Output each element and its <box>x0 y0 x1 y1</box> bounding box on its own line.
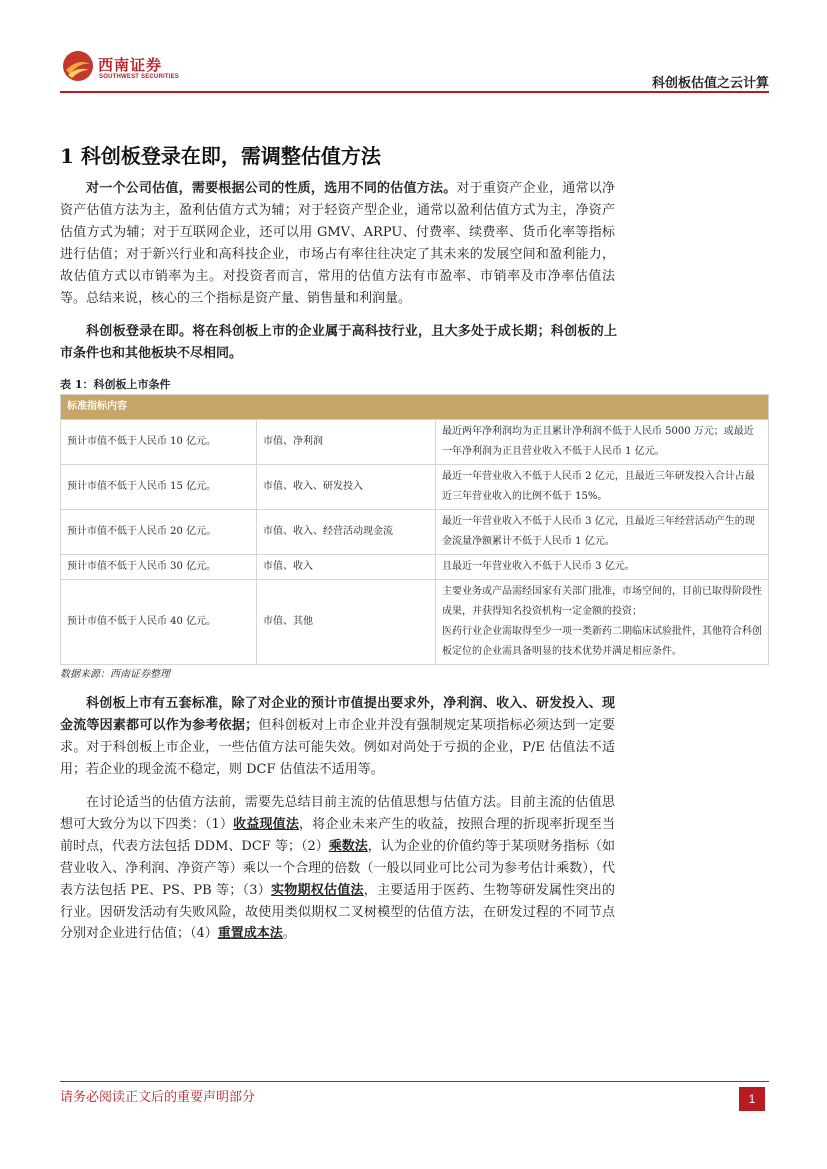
listing-conditions-table <box>60 394 769 665</box>
logo-emblem-icon <box>62 50 94 82</box>
term-replacement-cost-method: 重置成本法 <box>217 926 283 942</box>
cell-market-cap: 预计市值不低于人民币 20 亿元。 <box>61 510 257 555</box>
table-row <box>61 420 769 465</box>
table-row <box>61 580 769 665</box>
report-title: 科创板估值之云计算 <box>651 76 769 91</box>
table-header-cell: 标准指标内容 <box>61 395 769 420</box>
footer-divider <box>60 1081 769 1082</box>
text-run: ，认为企业的价值约等于某项财务指标（如营业收入、净利润、净资产等）乘以一个合理的倍数（一般以同业可比公司为参考估计乘数），代表方法包括 PE、PS、PB 等；（3） <box>60 838 615 898</box>
page-number: 1 <box>739 1087 765 1111</box>
term-multiple-method: 乘数法 <box>328 838 368 854</box>
table-row <box>61 510 769 555</box>
paragraph-lead: 科创板上市有五套标准，除了对企业的预计市值提出要求外，净利润、收入、研发投入、现金流等因素都可以作为参考依据； <box>60 696 615 733</box>
company-logo <box>62 50 182 86</box>
paragraph-mainstream-methods <box>60 792 615 945</box>
section-title: 1 科创板登录在即，需调整估值方法 <box>60 144 381 168</box>
paragraph-lead: 对一个公司估值，需要根据公司的性质，选用不同的估值方法。 <box>86 181 457 196</box>
cell-requirement <box>436 580 769 665</box>
cell-indicators: 市值、净利润 <box>257 420 436 465</box>
term-real-option-method: 实物期权估值法 <box>271 882 364 898</box>
cell-indicators: 市值、收入 <box>257 555 436 580</box>
disclaimer-note: 请务必阅读正文后的重要声明部分 <box>60 1090 256 1105</box>
table-row <box>61 555 769 580</box>
logo-text-cn: 西南证券 <box>98 56 163 74</box>
cell-indicators: 市值、收入、经营活动现金流 <box>257 510 436 555</box>
paragraph-five-standards <box>60 693 615 781</box>
table-row <box>61 465 769 510</box>
text-run: ，主要适用于医药、生物等研发属性突出的行业。因研发活动有失败风险，故使用类似期权二叉树模型的估值方法，在研发过程的不同节点分别对企业进行估值；（4） <box>60 882 615 942</box>
requirement-line: 医药行业企业需取得至少一项一类新药二期临床试验批件，其他符合科创板定位的企业需具备明显的技术优势并满足相应条件。 <box>442 626 762 657</box>
cell-market-cap: 预计市值不低于人民币 40 亿元。 <box>61 580 257 665</box>
cell-market-cap: 预计市值不低于人民币 10 亿元。 <box>61 420 257 465</box>
data-source: 数据来源：西南证券整理 <box>60 669 170 680</box>
text-run: 。 <box>282 926 296 942</box>
paragraph-body: 但科创板对上市企业并没有强制规定某项指标必须达到一定要求。对于科创板上市企业，一些估值方法可能失效。例如对尚处于亏损的企业，P/E 估值法不适用；若企业的现金流不稳定，则 DCF 估值法不适用等。 <box>60 717 615 777</box>
cell-market-cap: 预计市值不低于人民币 30 亿元。 <box>61 555 257 580</box>
cell-requirement: 最近一年营业收入不低于人民币 3 亿元，且最近三年经营活动产生的现金流量净额累计不低于人民币 1 亿元。 <box>436 510 769 555</box>
term-income-method: 收益现值法 <box>233 816 300 832</box>
logo-text-en: SOUTHWEST SECURITIES <box>99 74 180 80</box>
text-run: 在讨论适当的估值方法前，需要先总结目前主流的估值思想与估值方法。目前主流的估值思想可大致分为以下四类：（1） <box>60 795 615 832</box>
paragraph-body: 对于重资产企业，通常以净资产估值方法为主，盈利估值方式为辅；对于轻资产型企业，通常以盈利估值方式为主，净资产估值方式为辅；对于互联网企业，还可以用 GMV、ARPU、付费率、续费率、货币化率等指标进行估值；对于新兴行业和高科技企业，市场占有率往往决定了其未来的发展空间和盈利能力，故估值方式以市销率为主。对投资者而言，常用的估值方法有市盈率、市销率及市净率估值法等。总结来说，核心的三个指标是资产量、销售量和利润量。 <box>60 181 615 306</box>
paragraph-lead: 科创板登录在即。将在科创板上市的企业属于高科技行业，且大多处于成长期；科创板的上市条件也和其他板块不尽相同。 <box>60 324 617 361</box>
cell-requirement: 且最近一年营业收入不低于人民币 3 亿元。 <box>436 555 769 580</box>
cell-indicators: 市值、其他 <box>257 580 436 665</box>
cell-requirement: 最近一年营业收入不低于人民币 2 亿元，且最近三年研发投入合计占最近三年营业收入的比例不低于 15%。 <box>436 465 769 510</box>
requirement-line: 主要业务或产品需经国家有关部门批准，市场空间的，目前已取得阶段性成果，并获得知名投资机构一定金额的投资； <box>442 586 762 617</box>
cell-indicators: 市值、收入、研发投入 <box>257 465 436 510</box>
cell-market-cap: 预计市值不低于人民币 15 亿元。 <box>61 465 257 510</box>
paragraph-star-market <box>60 321 617 365</box>
cell-requirement: 最近两年净利润均为正且累计净利润不低于人民币 5000 万元；或最近一年净利润为正且营业收入不低于人民币 1 亿元。 <box>436 420 769 465</box>
paragraph-valuation-methods <box>60 178 615 309</box>
table-caption: 表 1：科创板上市条件 <box>60 378 171 391</box>
table-header-row <box>61 395 769 420</box>
header-divider <box>60 91 769 93</box>
text-run: ，将企业未来产生的收益，按照合理的折现率折现至当前时点，代表方法包括 DDM、DCF 等；（2） <box>60 816 615 854</box>
